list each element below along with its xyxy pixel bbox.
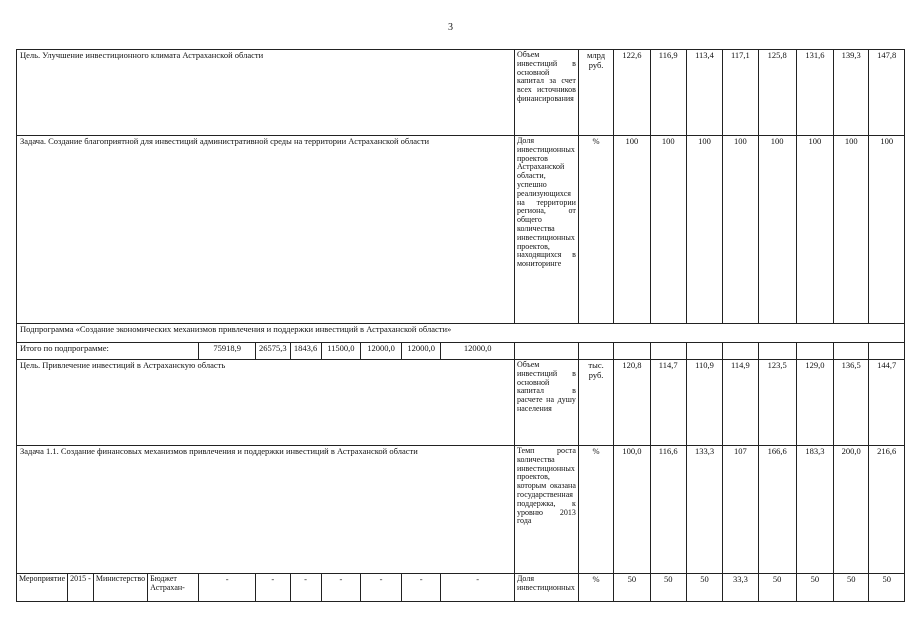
value-cell: 123,5 (758, 360, 796, 446)
task-row (17, 136, 905, 324)
total-amount: 26575,3 (255, 343, 290, 360)
value-cell: 125,8 (758, 50, 796, 136)
empty-cell (686, 343, 722, 360)
value-cell: 120,8 (614, 360, 650, 446)
value-cell: 166,6 (758, 446, 796, 574)
total-amount: 12000,0 (441, 343, 514, 360)
value-cell: 100 (758, 136, 796, 324)
dash-cell: - (255, 574, 290, 602)
total-amount: 12000,0 (361, 343, 402, 360)
total-label: Итого по подпрограмме: (17, 343, 199, 360)
task-text: Задача. Создание благоприятной для инвестиций административной среды на территории Астраханской области (17, 136, 515, 324)
value-cell: 114,7 (650, 360, 686, 446)
value-cell: 147,8 (869, 50, 905, 136)
task-row (17, 446, 905, 574)
total-amount: 75918,9 (199, 343, 256, 360)
empty-cell (834, 343, 869, 360)
measure-year: 2015 - (68, 574, 94, 602)
value-cell: 110,9 (686, 360, 722, 446)
subprogram-row (17, 324, 905, 343)
measure-executor: Министерство (93, 574, 147, 602)
subprogram-title: Подпрограмма «Создание экономических механизмов привлечения и поддержки инвестиций в Астраханской области» (17, 324, 905, 343)
value-cell: 100 (869, 136, 905, 324)
value-cell: 139,3 (834, 50, 869, 136)
indicators-table (16, 49, 905, 602)
value-cell: 50 (614, 574, 650, 602)
page-number: 3 (448, 22, 453, 33)
value-cell: 114,9 (723, 360, 758, 446)
value-cell: 131,6 (796, 50, 833, 136)
dash-cell: - (199, 574, 256, 602)
total-amount: 11500,0 (321, 343, 361, 360)
unit-cell: млрд руб. (578, 50, 613, 136)
value-cell: 50 (869, 574, 905, 602)
empty-cell (514, 343, 578, 360)
empty-cell (578, 343, 613, 360)
measure-row (17, 574, 905, 602)
empty-cell (614, 343, 650, 360)
goal-text: Цель. Улучшение инвестиционного климата Астраханской области (17, 50, 515, 136)
value-cell: 129,0 (796, 360, 833, 446)
goal-text: Цель. Привлечение инвестиций в Астраханскую область (17, 360, 515, 446)
total-amount: 12000,0 (401, 343, 441, 360)
value-cell: 183,3 (796, 446, 833, 574)
value-cell: 117,1 (723, 50, 758, 136)
value-cell: 116,9 (650, 50, 686, 136)
value-cell: 144,7 (869, 360, 905, 446)
unit-cell: % (578, 574, 613, 602)
value-cell: 100,0 (614, 446, 650, 574)
indicator-cell: Доля инвестиционных (514, 574, 578, 602)
value-cell: 100 (686, 136, 722, 324)
total-amount: 1843,6 (290, 343, 321, 360)
value-cell: 100 (614, 136, 650, 324)
indicator-cell: Объем инвестиций в основной капитал за счет всех источников финансирования (514, 50, 578, 136)
value-cell: 133,3 (686, 446, 722, 574)
value-cell: 216,6 (869, 446, 905, 574)
measure-source: Бюджет Астрахан- (148, 574, 199, 602)
value-cell: 100 (834, 136, 869, 324)
value-cell: 50 (650, 574, 686, 602)
value-cell: 200,0 (834, 446, 869, 574)
value-cell: 33,3 (723, 574, 758, 602)
value-cell: 50 (758, 574, 796, 602)
unit-cell: % (578, 446, 613, 574)
empty-cell (650, 343, 686, 360)
task-text: Задача 1.1. Создание финансовых механизмов привлечения и поддержки инвестиций в Астраханской области (17, 446, 515, 574)
unit-cell: % (578, 136, 613, 324)
value-cell: 50 (796, 574, 833, 602)
value-cell: 113,4 (686, 50, 722, 136)
dash-cell: - (401, 574, 441, 602)
goal-row (17, 360, 905, 446)
value-cell: 100 (650, 136, 686, 324)
dash-cell: - (441, 574, 514, 602)
unit-cell: тыс. руб. (578, 360, 613, 446)
empty-cell (723, 343, 758, 360)
value-cell: 50 (686, 574, 722, 602)
indicator-cell: Объем инвестиций в основной капитал в расчете на душу населения (514, 360, 578, 446)
value-cell: 50 (834, 574, 869, 602)
value-cell: 107 (723, 446, 758, 574)
indicator-cell: Темп роста количества инвестиционных проектов, которым оказана государственная поддержка, к уровню 2013 года (514, 446, 578, 574)
dash-cell: - (290, 574, 321, 602)
dash-cell: - (321, 574, 361, 602)
measure-type: Мероприятие (17, 574, 68, 602)
value-cell: 116,6 (650, 446, 686, 574)
goal-row (17, 50, 905, 136)
total-row (17, 343, 905, 360)
dash-cell: - (361, 574, 402, 602)
value-cell: 100 (723, 136, 758, 324)
empty-cell (758, 343, 796, 360)
value-cell: 100 (796, 136, 833, 324)
empty-cell (869, 343, 905, 360)
indicator-cell: Доля инвестиционных проектов Астраханской области, успешно реализующихся на территории региона, от общего количества инвестиционных проектов, находящихся в мониторинге (514, 136, 578, 324)
empty-cell (796, 343, 833, 360)
value-cell: 136,5 (834, 360, 869, 446)
value-cell: 122,6 (614, 50, 650, 136)
